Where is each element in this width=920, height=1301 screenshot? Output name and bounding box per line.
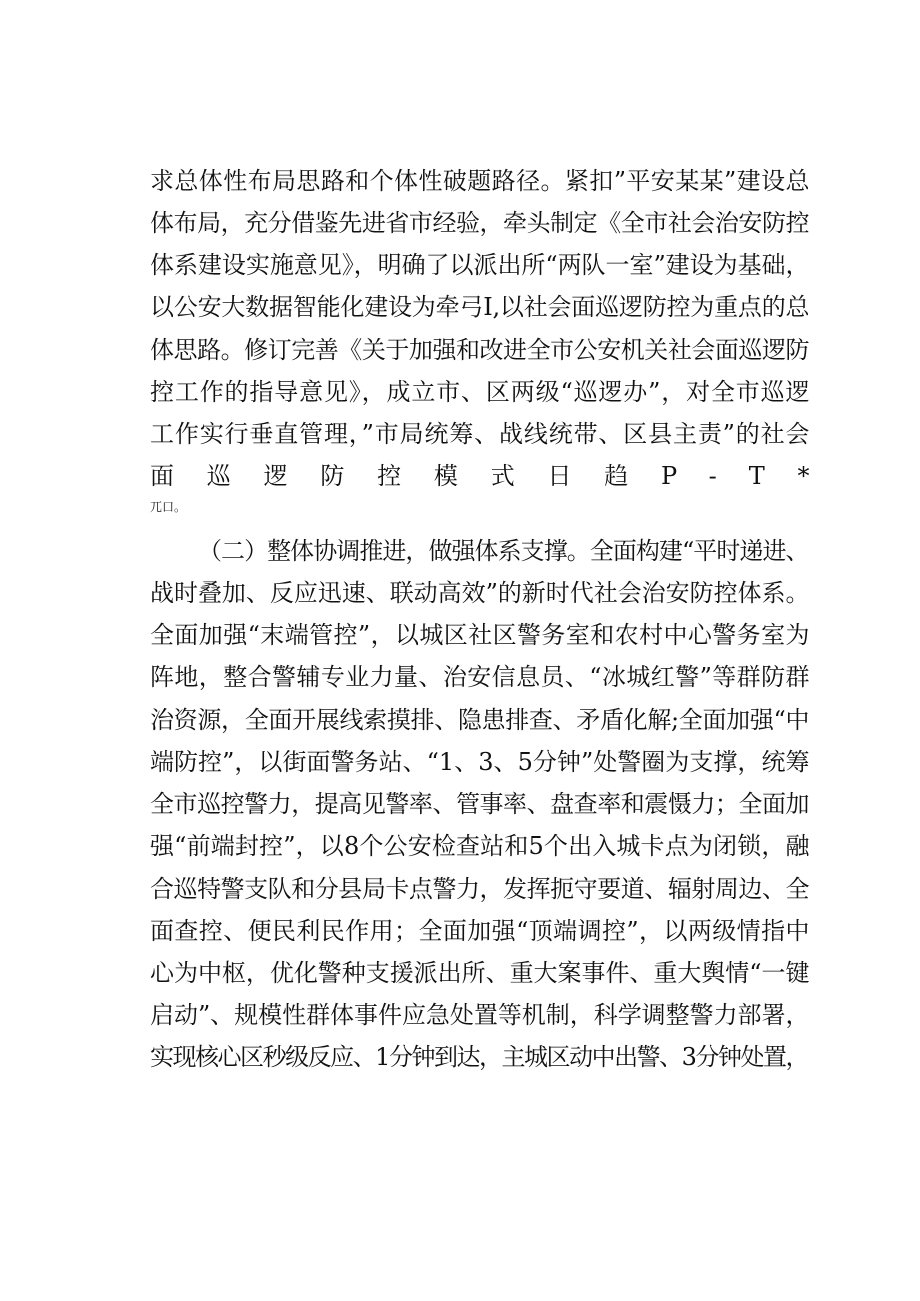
para2-line-13: 实现核心区秒级反应、1分钟到达，主城区动中出警、3分钟处置，: [150, 1043, 809, 1071]
para2-line-2: 战时叠加、反应迅速、联动高效”的新时代社会治安防控体系。: [150, 579, 810, 607]
stray-fragment: 兀口。: [150, 500, 187, 514]
para1-line-8: 面巡逻防控模式日趋P-T*: [150, 462, 843, 490]
para2-line-9: 合巡特警支队和分县局卡点警力，发挥扼守要道、辐射周边、全: [150, 875, 810, 903]
para1-line-4: 以公安大数据智能化建设为牵弓I,以社会面巡逻防控为重点的总: [150, 293, 810, 321]
para2-line-7: 全市巡控警力，提高见警率、管事率、盘查率和震慑力；全面加: [150, 790, 810, 818]
para1-line-3: 体系建设实施意见》，明确了以派出所“两队一室”建设为基础，: [150, 251, 810, 279]
para1-line-1: 求总体性布局思路和个体性破题路径。紧扣”平安某某”建设总: [150, 167, 810, 195]
para2-line-3: 全面加强“末端管控”，以城区社区警务室和农村中心警务室为: [150, 621, 810, 649]
para1-line-7: 工作实行垂直管理，”市局统筹、战线统带、区县主责”的社会: [150, 420, 811, 448]
para2-line-11: 心为中枢，优化警种支援派出所、重大案事件、重大舆情“一键: [150, 959, 810, 987]
para2-line-12: 启动”、规模性群体事件应急处置等机制，科学调整警力部署，: [150, 1001, 810, 1029]
para2-line-10: 面查控、便民利民作用；全面加强“顶端调控”，以两级情指中: [150, 917, 810, 945]
para2-line-6: 端防控”，以街面警务站、“1、3、5分钟”处警圈为支撑，统筹: [150, 748, 810, 776]
para2-line-5: 治资源，全面开展线索摸排、隐患排查、矛盾化解;全面加强“中: [150, 706, 810, 734]
para1-line-6: 控工作的指导意见》，成立市、区两级“巡逻办”，对全市巡逻: [150, 378, 811, 406]
para2-line-4: 阵地，整合警辅专业力量、治安信息员、“冰城红警”等群防群: [150, 663, 810, 691]
para1-line-5: 体思路。修订完善《关于加强和改进全市公安机关社会面巡逻防: [150, 336, 810, 364]
para1-line-2: 体布局，充分借鉴先进省市经验，牵头制定《全市社会治安防控: [150, 209, 810, 237]
para2-line-1: （二）整体协调推进，做强体系支撑。全面构建“平时递进、: [198, 537, 809, 565]
para2-line-8: 强“前端封控”，以8个公安检查站和5个出入城卡点为闭锁，融: [150, 832, 810, 860]
